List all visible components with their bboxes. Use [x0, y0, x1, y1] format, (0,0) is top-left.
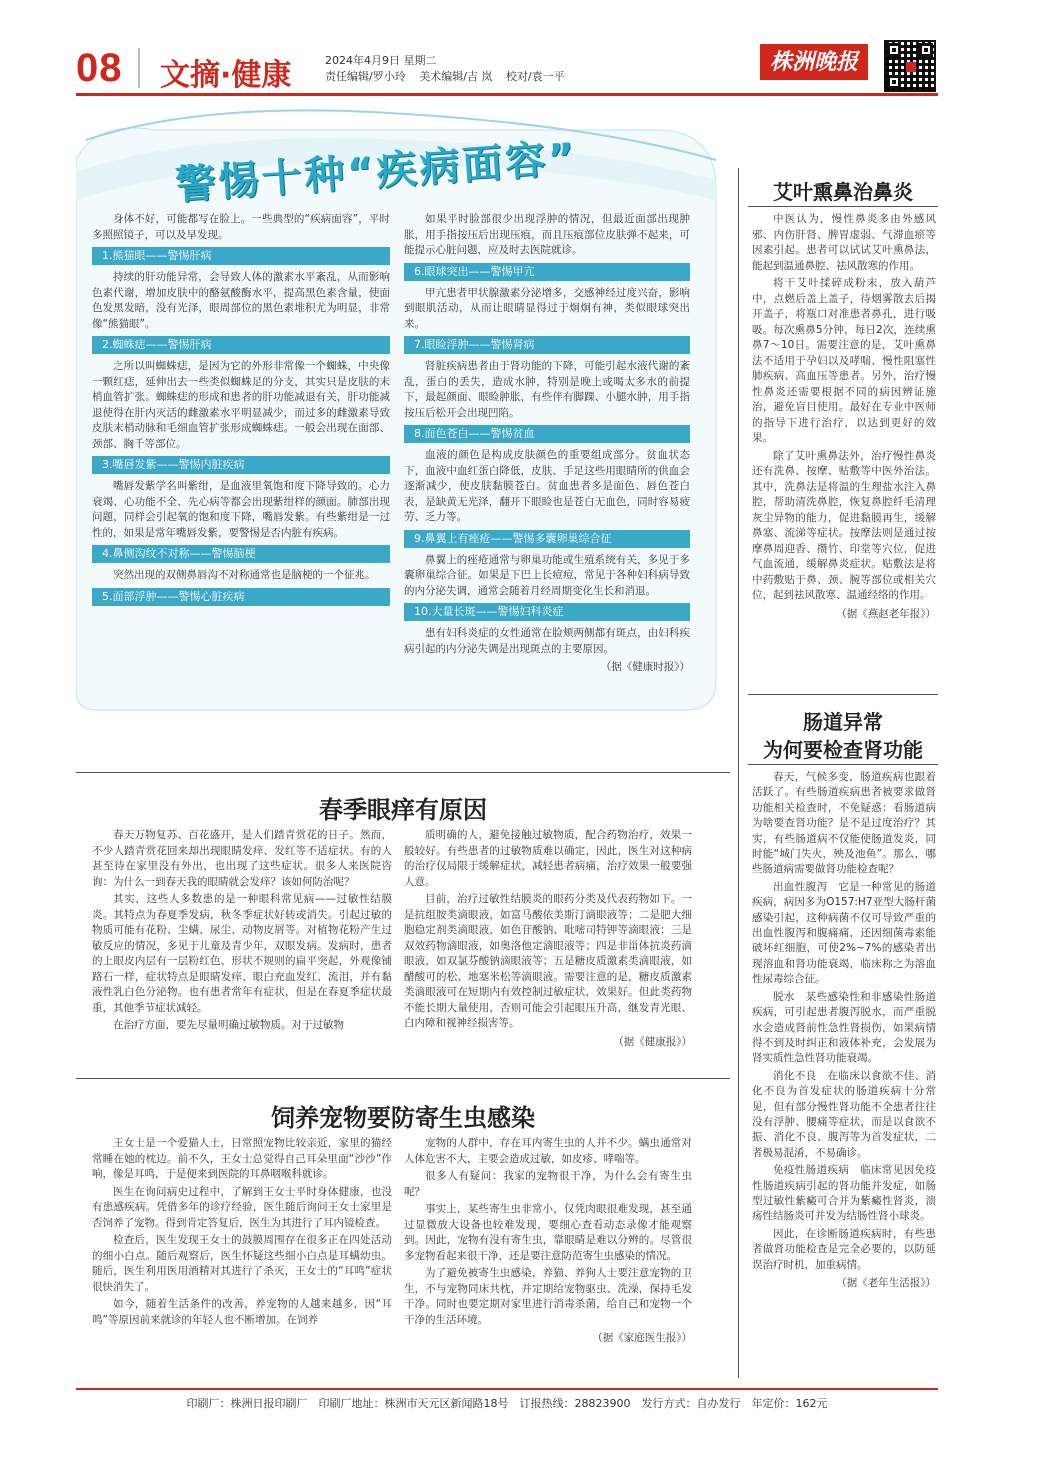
feature-paragraph: 鼻翼上的痤疮通常与卵巢功能或生殖系统有关，多见于多囊卵巢综合征。如果是下巴上长痘痘，常见于各种妇科病导致的内分泌失调，通常会随着月经周期变化生长和消退。 — [404, 553, 690, 597]
feature-paragraph: 之所以叫蜘蛛痣，是因为它的外形非常像一个蜘蛛，中央像一颗红痣，延伸出去一些类似蜘蛛足的分支，其实只是皮肤的末梢血管扩张。蜘蛛痣的形成和患者的肝功能减退有关，肝功能减退使得在肝内灭活的雌激素水平明显减少，而过多的雌激素导致皮肤末梢动脉和毛细血管扩张形成蜘蛛痣。一般会出现在面部、颈部、胸千等部位。 — [92, 360, 390, 450]
pets-paragraph: 如今，随着生活条件的改善，养宠物的人越来越多，因“耳鸣”等原因前来就诊的年轻人也不断增加。在饲养 — [92, 1298, 392, 1326]
feature-subhead: 10.大量长斑——警惕妇科炎症 — [404, 603, 690, 621]
kidney-paragraph: 脱水 某些感染性和非感染性肠道疾病，可引起患者腹泻脱水，而严重脱水会造成肾前性急性肾损伤，如果病情得不到及时纠正和液体补充，会发展为肾实质性急性肾功能衰竭。 — [752, 990, 936, 1065]
itch-column-left — [92, 828, 392, 1036]
section-rule — [76, 1078, 730, 1079]
art-editor: 美术编辑/吉 岚 — [419, 70, 493, 83]
kidney-source: （据《老年生活报》） — [836, 1277, 936, 1289]
rhinitis-title: 艾叶熏鼻治鼻炎 — [773, 180, 913, 204]
section-title: 文摘·健康 — [160, 58, 292, 93]
feature-subhead: 2.蜘蛛痣——警惕肝病 — [92, 336, 390, 354]
footer-rule — [76, 1388, 938, 1390]
feature-subhead: 3.嘴唇发紫——警惕内脏疾病 — [92, 456, 390, 474]
pets-paragraph: 医生在询问病史过程中，了解到王女士平时身体健康，也没有患感疾病。凭借多年的诊疗经验，医生随后询问王女士家里是否饲养了宠物。得到肯定答复后，医生为其进行了耳内镜检查。 — [92, 1185, 392, 1229]
pets-paragraph: 宠物的人群中，存在耳内寄生虫的人并不少。螨虫通常对人体危害不大，主要会造成过敏，如皮疹、哮喘等。 — [404, 1137, 692, 1165]
masthead-rule — [76, 93, 938, 96]
itch-paragraph: 其实，这些人多数患的是一种眼科常见病——过敏性结膜炎。其特点为春夏季发病，秋冬季症状好转或消失。引起过敏的物质可能有花粉、尘螨、尿尘、动物皮屑等。对植物花粉产生过敏反应的情况，多见于儿童及青少年，双眼发病。发病时，患者的上眼皮内层有一层粉红色、形状不规则的扁平突起，外观像铺路石一样，症状特点是眼睛发痒、眼白充血发红、流泪，并有黏液性乳白色分泌物。也有患者常年有症状，但是在春夏季症状最重，其他季节症状减轻。 — [92, 893, 392, 1014]
rhinitis-body — [752, 212, 936, 622]
kidney-title-line-1: 肠道异常 — [803, 710, 883, 734]
itch-column-right — [404, 828, 692, 1050]
itch-paragraph: 质明确的人，避免接触过敏物质，配合药物治疗，效果一般较好。有些患者的过敏物质难以确定，因此，医生对这种病的治疗仅局限于缓解症状，减轻患者病痛，治疗效果一般要强人意。 — [404, 829, 692, 888]
itch-title: 春季眼痒有原因 — [319, 795, 487, 824]
pets-source: （据《家庭医生报》） — [592, 1332, 692, 1344]
qr-finder — [887, 43, 901, 57]
feature-paragraph: 患有妇科炎症的女性通常在脸颊两侧都有斑点，由妇科疾病引起的内分泌失调是出现斑点的主要原因。 — [404, 627, 690, 655]
feature-paragraph: 甲亢患者甲状腺激素分泌增多，交感神经过度兴奋，影响到眼肌活动，从而让眼睛显得过于炯炯有神，类似眼球突出来。 — [404, 286, 690, 330]
paper-logo: 株洲晚报 — [760, 44, 868, 80]
qr-center-mark — [906, 62, 916, 72]
column-divider — [738, 168, 739, 1378]
itch-source: （据《健康报》） — [613, 1035, 692, 1048]
qr-code-icon[interactable] — [884, 40, 936, 92]
date-line: 2024年4月9日 星期二 — [325, 54, 437, 67]
feature-paragraph: 如果平时脸部很少出现浮肿的情况，但最近面部出现肿胀，用手指按压后出现压痕，而且压痕部位皮肤弹不起来，可能提示心脏问题，应及时去医院就诊。 — [404, 213, 690, 256]
title-rule — [748, 764, 938, 765]
feature-paragraph: 嘴唇发紫学名叫紫绀，是血液里氧饱和度下降导致的。心力衰竭、心功能不全、先心病等都会出现紫绀样的颜面。肺部出现问题，同样会引起氧的饱和度下降，嘴唇发紫。有些紫绀是一过性的，如果是常年嘴唇发紫，要警惕是否内脏有疾病。 — [92, 480, 390, 539]
itch-paragraph: 在治疗方面，要先尽量明确过敏物质。对于过敏物 — [113, 1019, 344, 1031]
kidney-paragraph: 免疫性肠道疾病 临床常见因免疫性肠道疾病引起的肾功能并发症，如肠型过敏性紫癜可合并为紫癜性肾炎，溃疡性结肠炎可并发为结肠性肾小球炎。 — [752, 1164, 936, 1223]
feature-column-right — [404, 212, 690, 676]
kidney-paragraph: 春天，气候多变，肠道疾病也跟着活跃了。有些肠道疾病患者被要求做肾功能相关检查时，不免疑惑：看肠道病为啥要查肾功能？是不是过度治疗？其实，有些肠道病不仅能使肠道发炎，同时能“城门失火，殃及池鱼”。那么，哪些肠道病需要做肾功能检查呢？ — [752, 771, 936, 876]
editor-credits — [325, 68, 575, 84]
feature-paragraph: 血液的颜色是构成皮肤颜色的重要组成部分。贫血状态下，血液中血红蛋白降低，皮肤、手足这些用眼睛所的供血会逐渐减少，使皮肤黏膜苍白。贫血患者多是面色、唇色苍白表，是缺黄无光泽，翻开下眼睑也是苍白无血色，同时容易疲劳、乏力等。 — [404, 449, 690, 523]
pets-column-left — [92, 1136, 392, 1330]
pets-paragraph: 王女士是一个爱猫人士，日常照宠物比较亲近，家里的猫经常睡在她的枕边。前不久，王女士总觉得自己耳朵里面“沙沙”作响，像是耳鸣，于是便来到医院的耳鼻咽喉科就诊。 — [92, 1137, 392, 1180]
qr-finder — [887, 75, 901, 89]
section-rule — [76, 772, 730, 773]
pets-paragraph: 很多人有疑问：我家的宠物很干净，为什么会有寄生虫呢？ — [404, 1170, 692, 1198]
pets-paragraph: 检查后，医生发现王女士的鼓膜周围存在很多正在四处活动的细小白点。随后观察后，医生怀疑这些细小白点是耳螨幼虫。随后，医生利用医用酒精对其进行了杀灭，王女士的“耳鸣”症状很快消失了。 — [92, 1234, 392, 1293]
proofreader: 校对/袁一平 — [505, 70, 565, 83]
feature-source: （据《健康时报》） — [600, 661, 690, 673]
feature-paragraph: 突然出现的双侧鼻唇沟不对称通常也是脑梗的一个征兆。 — [113, 569, 376, 581]
feature-subhead: 9.鼻翼上有痤疮——警惕多囊卵巢综合征 — [404, 530, 690, 548]
feature-title: 警惕十种“疾病面容” — [174, 135, 579, 209]
kidney-body — [752, 770, 936, 1291]
feature-subhead: 1.熊猫眼——警惕肝病 — [92, 247, 390, 265]
editor: 责任编辑/罗小玲 — [325, 70, 406, 83]
feature-subhead: 8.面色苍白——警惕贫血 — [404, 425, 690, 443]
section-rule — [748, 694, 938, 695]
rhinitis-paragraph: 将干艾叶揉碎成粉末，放入葫芦中，点燃后盖上盖子，待烟雾散去后揭开盖子，将瓶口对准患者鼻孔，进行吸吸。每次熏鼻5分钟，每日2次，连续熏鼻7～10日。需要注意的是，艾叶熏鼻法不适用于孕妇以及哮喘、慢性阻塞性肺疾病、高血压等患者。另外，治疗慢性鼻炎还需要根据不同的病因辨证施治，避免盲目使用。最好在专业中医师的指导下进行治疗，以达到更好的效果。 — [752, 277, 936, 444]
pets-title: 饲养宠物要防寄生虫感染 — [271, 1103, 535, 1132]
feature-column-left — [92, 212, 390, 611]
footer-imprint: 印刷厂：株洲日报印刷厂 印刷厂地址：株洲市天元区新闻路18号 订报热线：28823900 发行方式：自办发行 年定价：162元 — [186, 1397, 828, 1410]
itch-paragraph: 春天万物复苏、百花盛开，是人们踏青赏花的日子。然而，不少人踏青赏花回来却出现眼睛发痒、发红等不适症状。有的人甚至待在家里没有外出，也出现了这些症状。很多人来医院咨询：为什么一到春天我的眼睛就会发痒？该如何防治呢？ — [92, 829, 392, 888]
pets-paragraph: 为了避免被寄生虫感染，养猫、养狗人士要注意宠物的卫生，不与宠物同床共枕，并定期给宠物驱虫、洗澡，保持毛发干净。同时也要定期对家里进行消毒杀菌，给自己和宠物一个干净的生活环境。 — [404, 1267, 692, 1326]
feature-subhead: 6.眼球突出——警惕甲亢 — [404, 263, 690, 281]
pets-column-right — [404, 1136, 692, 1347]
feature-subhead: 4.鼻侧沟纹不对称——警惕脑梗 — [92, 545, 390, 563]
rhinitis-paragraph: 中医认为，慢性鼻炎多由外感风邪、内伤肝肾、脾胃虚弱、气滞血瘀等因素引起。患者可以试试艾叶熏鼻法，能起到温通鼻腔、祛风散寒的作用。 — [752, 213, 936, 272]
feature-subhead: 7.眼睑浮肿——警惕肾病 — [404, 336, 690, 354]
kidney-title-line-2: 为何要检查肾功能 — [763, 738, 923, 762]
feature-paragraph: 肾脏疾病患者由于肾功能的下降，可能引起水液代谢的紊乱，蛋白的丢失，造成水肿，特别是晚上或喝太多水的前提下，最起颜面、眼睑肿胀，有些伴有脚踝、小腿水肿，用手指按压后松开会出现凹陷。 — [404, 360, 690, 419]
qr-finder — [919, 43, 933, 57]
masthead-divider — [138, 48, 140, 88]
feature-intro: 身体不好，可能都写在脸上。一些典型的“疾病面容”，平时多照照镜子，可以及早发现。 — [92, 213, 390, 241]
rhinitis-paragraph: 除了艾叶熏鼻法外，治疗慢性鼻炎还有洗鼻、按摩、贴敷等中医外治法。其中，洗鼻法是将温的生理盐水注入鼻腔，帮助清洗鼻腔，恢复鼻腔纤毛清理灰尘异物的能力，促进黏膜再生，缓解鼻塞、流涕等症状。按摩法则是通过按摩鼻周迎香、攒竹、印堂等穴位，促进气血流通，缓解鼻炎症状。贴敷法是将中药敷贴于鼻、颈、腕等部位或相关穴位，起到祛风散寒、温通经络的作用。 — [752, 449, 936, 601]
kidney-paragraph: 消化不良 在临床以食欲不佳、消化不良为首发症状的肠道疾病十分常见，但有部分慢性肾功能不全患者往往没有浮肿、腰痛等症状，而是以食欲不振、消化不良、腹泻等为首发症状，二者极易混淆，不易确诊。 — [752, 1069, 936, 1159]
kidney-paragraph: 出血性腹泻 它是一种常见的肠道疾病，病因多为O157:H7亚型大肠杆菌感染引起，这种病菌不仅可导致严重的出血性腹泻和腹痛痛，还因细菌毒素能破坏红细胞，可使2%~7%的感染者出现溶血和肾功能衰竭，临床称之为溶血性尿毒综合征。 — [752, 880, 936, 986]
feature-subhead: 5.面部浮肿——警惕心脏疾病 — [92, 588, 390, 606]
kidney-paragraph: 因此，在诊断肠道疾病时，有些患者做肾功能检查是完全必要的，以防延误治疗时机，加重病情。 — [752, 1227, 936, 1271]
rhinitis-source: （据《燕赵老年报》） — [836, 607, 936, 620]
pets-paragraph: 事实上，某些寄生虫非常小，仅凭肉眼很难发现，甚至通过显微放大设备也较难发现，要细心查看动态录像才能观察到。因此，宠物有没有寄生虫，靠眼睛是难以分辨的。尽管很多宠物看起来很干净，还是要注意防范寄生虫感染的情况。 — [404, 1203, 692, 1262]
title-rule — [748, 206, 938, 207]
page-number: 08 — [76, 46, 123, 90]
feature-paragraph: 持续的肝功能异常，会导致人体的激素水平紊乱，从而影响色素代谢，增加皮肤中的酪氨酸酶水平，提高黑色素含量，使面色发黑发暗，没有光泽，眼周部位的黑色素堆积尤为明显，非常像“熊猫眼”。 — [92, 271, 390, 330]
itch-paragraph: 目前，治疗过敏性结膜炎的眼药分类及代表药物如下。一是抗组胺类滴眼液，如富马酸依美斯汀滴眼液等；二是肥大细胞稳定剂类滴眼液，如色苷酸钠、吡嘧司特钾等滴眼液；三是双效药物滴眼液，如奥洛他定滴眼液等；四是非甾体抗炎药滴眼液，如双氯芬酸钠滴眼液等；五是糖皮质激素类滴眼液，如醋酸可的松、地塞米松等滴眼液。需要注意的是，糖皮质激素类滴眼液可在短期内有效控制过敏症状，效果好。但此类药物不能长期大量使用，否则可能会引起眼压升高，继发青光眼、白内障和视神经损害等。 — [404, 893, 692, 1029]
